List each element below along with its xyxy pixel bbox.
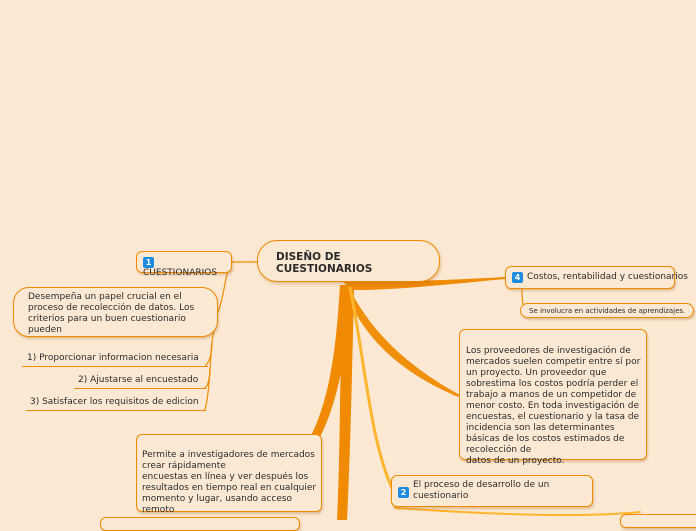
branch-to-right [395, 508, 640, 515]
subtopic-text: Los proveedores de investigación de mercados suelen competir entre sí por un proyecto. Un proveedor que sobrestima los costos podría perder el trabajo a manos de un competidor de menor costo. En toda investigación de encuestas, el cuestionario y la tasa de incidencia son las determinantes básicas de los costos estimados de recolección de datos de un proyecto. [466, 346, 641, 466]
criterion-2-line [74, 388, 206, 389]
criterion-1-line [22, 366, 208, 367]
partial-node-bottom-left [100, 517, 300, 531]
topic-proceso[interactable] [391, 475, 593, 507]
subtopic-text: Permite a investigadores de mercados crear rápidamente encuestas en línea y ver después los resultados en tiempo real en cualquier momento y lugar, usando acceso remoto [142, 450, 317, 515]
subtopic-activities[interactable] [520, 303, 694, 318]
central-title-line1: DISEÑO DE [276, 251, 341, 263]
subtopic-role[interactable] [13, 287, 218, 337]
subtopic-text: Se involucra en actividades de aprendizajes. [529, 307, 686, 315]
topic-costos[interactable] [505, 266, 688, 289]
subtopic-online[interactable] [136, 434, 322, 515]
criterion-2[interactable] [78, 375, 198, 386]
criterion-text: 2) Ajustarse al encuestado [78, 375, 199, 385]
branch-to-providers [344, 286, 460, 397]
number-badge-icon: 1 [143, 257, 154, 268]
number-badge-icon: 2 [398, 487, 409, 498]
topic-label: CUESTIONARIOS [143, 268, 218, 278]
subtopic-providers[interactable] [459, 329, 647, 466]
criterion-3-line [26, 410, 206, 411]
subtopic-text: Desempeña un papel crucial en el proceso de recolección de datos. Los criterios para un buen cuestionario pueden [28, 292, 195, 335]
topic-label: El proceso de desarrollo de un cuestionario [413, 480, 550, 501]
criterion-3[interactable] [30, 397, 199, 408]
central-topic[interactable] [257, 240, 440, 282]
criterion-text: 3) Satisfacer los requisitos de edicion [30, 397, 199, 407]
topic-label: Costos, rentabilidad y cuestionarios [527, 272, 688, 282]
branch-to-proceso [350, 288, 392, 488]
criterion-text: 1) Proporcionar informacion necesaria [27, 353, 199, 363]
criterion-1[interactable] [27, 353, 199, 364]
number-badge-icon: 4 [512, 272, 523, 283]
central-title-line2: CUESTIONARIOS [276, 263, 373, 275]
topic-cuestionarios[interactable] [136, 251, 232, 278]
partial-node-bottom-right [620, 514, 696, 528]
